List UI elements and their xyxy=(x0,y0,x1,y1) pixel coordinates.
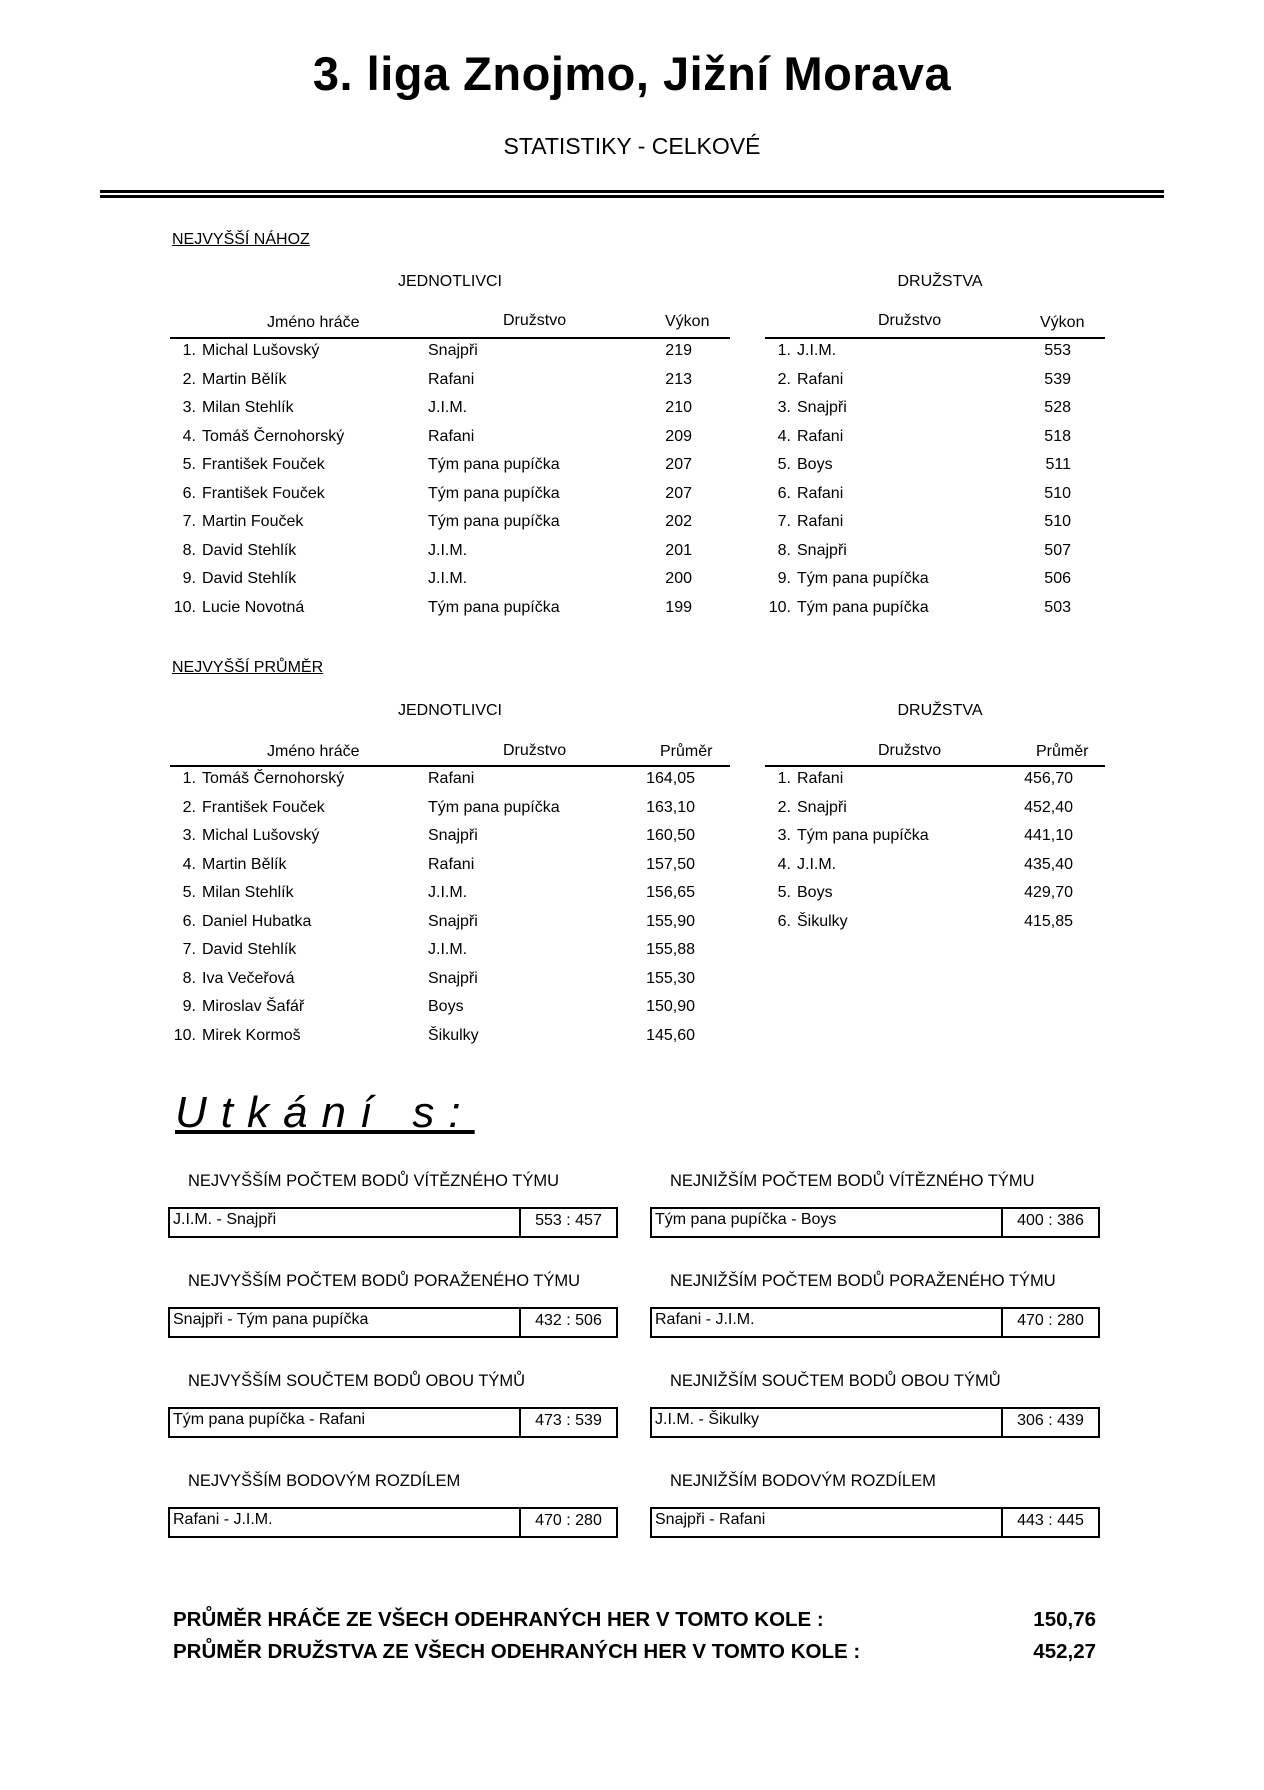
rank-cell: 3. xyxy=(182,399,196,417)
team-cell: J.I.M. xyxy=(428,541,468,559)
rank-cell: 5. xyxy=(182,456,196,474)
record-box xyxy=(168,1307,618,1338)
team-cell: Boys xyxy=(797,456,833,474)
record-box xyxy=(168,1507,618,1538)
value-cell: 506 xyxy=(1044,570,1071,588)
record-label: NEJVYŠŠÍM BODOVÝM ROZDÍLEM xyxy=(188,1472,461,1490)
rank-cell: 5. xyxy=(777,456,791,474)
table-row xyxy=(765,822,1073,851)
page-title: 3. liga Znojmo, Jižní Morava xyxy=(312,47,952,100)
player-average-label: PRŮMĚR HRÁČE ZE VŠECH ODEHRANÝCH HER V TOMTO KOLE : xyxy=(173,1608,824,1631)
table-row xyxy=(170,537,692,566)
team-cell: Rafani xyxy=(428,427,475,445)
record-label: NEJVYŠŠÍM SOUČTEM BODŮ OBOU TÝMŮ xyxy=(188,1372,526,1390)
nahoz-teams-body xyxy=(765,337,1071,622)
record-score: 473 : 539 xyxy=(519,1409,616,1436)
rank-cell: 2. xyxy=(182,370,196,388)
table-row xyxy=(765,851,1073,880)
rank-cell: 1. xyxy=(777,770,791,788)
rank-cell: 5. xyxy=(777,884,791,902)
player-name-cell: Iva Večeřová xyxy=(202,969,295,987)
nahoz-individuals-caption: JEDNOTLIVCI xyxy=(397,273,502,290)
rank-cell: 8. xyxy=(777,541,791,559)
header-value: Výkon xyxy=(665,313,710,330)
prumer-teams-caption: DRUŽSTVA xyxy=(897,702,983,719)
table-row xyxy=(765,337,1071,366)
team-average-value: 452,27 xyxy=(1033,1640,1096,1663)
rank-cell: 2. xyxy=(777,798,791,816)
table-row xyxy=(170,508,692,537)
table-row xyxy=(765,451,1071,480)
rank-cell: 10. xyxy=(173,1026,196,1044)
player-name-cell: Lucie Novotná xyxy=(202,598,305,616)
player-name-cell: Michal Lušovský xyxy=(202,827,320,845)
player-name-cell: Martin Bělík xyxy=(202,855,287,873)
rank-cell: 4. xyxy=(182,427,196,445)
record-box xyxy=(650,1307,1100,1338)
value-cell: 429,70 xyxy=(1024,884,1073,902)
table-row xyxy=(765,508,1071,537)
team-cell: J.I.M. xyxy=(428,941,468,959)
record-score: 443 : 445 xyxy=(1001,1509,1098,1536)
team-cell: Tým pana pupíčka xyxy=(797,827,929,845)
rank-cell: 1. xyxy=(182,770,196,788)
prumer-individuals-body xyxy=(170,765,695,1050)
table-row xyxy=(765,394,1071,423)
table-row xyxy=(170,451,692,480)
team-average-label: PRŮMĚR DRUŽSTVA ZE VŠECH ODEHRANÝCH HER V TOMTO KOLE : xyxy=(173,1640,861,1663)
team-cell: Snajpři xyxy=(428,969,478,987)
value-cell: 202 xyxy=(665,513,692,531)
player-name-cell: Tomáš Černohorský xyxy=(202,770,345,788)
player-name-cell: Michal Lušovský xyxy=(202,342,320,360)
value-cell: 452,40 xyxy=(1024,798,1073,816)
header-team: Družstvo xyxy=(878,742,942,759)
record-score: 470 : 280 xyxy=(1001,1309,1098,1336)
team-cell: Rafani xyxy=(797,427,844,445)
player-name-cell: František Fouček xyxy=(202,456,325,474)
table-row xyxy=(170,565,692,594)
rank-cell: 3. xyxy=(777,827,791,845)
value-cell: 156,65 xyxy=(646,884,695,902)
value-cell: 209 xyxy=(665,427,692,445)
section-heading-prumer: NEJVYŠŠÍ PRŮMĚR xyxy=(172,659,324,676)
rank-cell: 7. xyxy=(182,941,196,959)
value-cell: 199 xyxy=(665,598,692,616)
record-match: Rafani - J.I.M. xyxy=(173,1511,273,1528)
value-cell: 163,10 xyxy=(646,798,695,816)
player-name-cell: Miroslav Šafář xyxy=(202,998,305,1016)
record-label: NEJNIŽŠÍM POČTEM BODŮ VÍTĚZNÉHO TÝMU xyxy=(670,1172,1035,1190)
team-cell: J.I.M. xyxy=(797,342,837,360)
team-cell: Snajpři xyxy=(428,827,478,845)
team-cell: Snajpři xyxy=(797,541,847,559)
value-cell: 415,85 xyxy=(1024,912,1073,930)
record-match: Snajpři - Rafani xyxy=(655,1511,766,1528)
table-row xyxy=(170,594,692,623)
table-row xyxy=(170,879,695,908)
rank-cell: 9. xyxy=(182,570,196,588)
record-score: 432 : 506 xyxy=(519,1309,616,1336)
header-value: Průměr xyxy=(1036,743,1089,760)
player-name-cell: David Stehlík xyxy=(202,941,297,959)
value-cell: 155,30 xyxy=(646,969,695,987)
section-heading-nahoz: NEJVYŠŠÍ NÁHOZ xyxy=(172,231,310,248)
rank-cell: 3. xyxy=(777,399,791,417)
header-name: Jméno hráče xyxy=(267,314,360,331)
rank-cell: 7. xyxy=(182,513,196,531)
header-team: Družstvo xyxy=(878,312,942,329)
player-name-cell: David Stehlík xyxy=(202,541,297,559)
record-score: 553 : 457 xyxy=(519,1209,616,1236)
value-cell: 157,50 xyxy=(646,855,695,873)
player-name-cell: František Fouček xyxy=(202,798,325,816)
table-row xyxy=(170,936,695,965)
value-cell: 207 xyxy=(665,456,692,474)
table-row xyxy=(170,794,695,823)
table-row xyxy=(170,1022,695,1051)
header-value: Průměr xyxy=(660,743,713,760)
header-value: Výkon xyxy=(1040,314,1085,331)
value-cell: 507 xyxy=(1044,541,1071,559)
team-cell: Tým pana pupíčka xyxy=(428,484,560,502)
table-row xyxy=(170,480,692,509)
record-box xyxy=(650,1207,1100,1238)
player-name-cell: Tomáš Černohorský xyxy=(202,427,345,445)
title-rule-top xyxy=(100,190,1164,193)
team-cell: Snajpři xyxy=(797,399,847,417)
nahoz-individuals-table xyxy=(170,337,692,622)
record-score: 400 : 386 xyxy=(1001,1209,1098,1236)
player-name-cell: Daniel Hubatka xyxy=(202,912,312,930)
rank-cell: 6. xyxy=(182,912,196,930)
value-cell: 207 xyxy=(665,484,692,502)
record-match: J.I.M. - Snajpři xyxy=(173,1211,277,1228)
team-cell: Rafani xyxy=(428,855,475,873)
table-row xyxy=(765,480,1071,509)
team-cell: J.I.M. xyxy=(428,884,468,902)
prumer-teams-body xyxy=(765,765,1073,936)
table-row xyxy=(765,366,1071,395)
team-cell: Rafani xyxy=(428,770,475,788)
value-cell: 456,70 xyxy=(1024,770,1073,788)
rank-cell: 8. xyxy=(182,541,196,559)
rank-cell: 9. xyxy=(182,998,196,1016)
table-row xyxy=(170,965,695,994)
value-cell: 210 xyxy=(665,399,692,417)
rank-cell: 4. xyxy=(777,855,791,873)
nahoz-individuals-body xyxy=(170,337,692,622)
team-cell: Šikulky xyxy=(797,912,848,930)
value-cell: 441,10 xyxy=(1024,827,1073,845)
record-box xyxy=(650,1507,1100,1538)
record-label: NEJNIŽŠÍM SOUČTEM BODŮ OBOU TÝMŮ xyxy=(670,1372,1001,1390)
rank-cell: 7. xyxy=(777,513,791,531)
team-cell: Tým pana pupíčka xyxy=(797,598,929,616)
player-name-cell: Milan Stehlík xyxy=(202,884,294,902)
nahoz-teams-table xyxy=(765,337,1071,622)
rank-cell: 4. xyxy=(182,855,196,873)
table-row xyxy=(170,394,692,423)
value-cell: 160,50 xyxy=(646,827,695,845)
table-row xyxy=(765,794,1073,823)
rank-cell: 3. xyxy=(182,827,196,845)
team-cell: Tým pana pupíčka xyxy=(428,456,560,474)
table-row xyxy=(170,423,692,452)
record-match: Tým pana pupíčka - Rafani xyxy=(173,1411,366,1428)
record-score: 306 : 439 xyxy=(1001,1409,1098,1436)
record-label: NEJVYŠŠÍM POČTEM BODŮ PORAŽENÉHO TÝMU xyxy=(188,1272,581,1290)
value-cell: 511 xyxy=(1045,456,1071,474)
team-cell: Boys xyxy=(428,998,464,1016)
table-row xyxy=(765,565,1071,594)
player-name-cell: Martin Bělík xyxy=(202,370,287,388)
rank-cell: 6. xyxy=(182,484,196,502)
table-row xyxy=(765,537,1071,566)
record-match: J.I.M. - Šikulky xyxy=(655,1411,760,1428)
table-row xyxy=(170,851,695,880)
table-row xyxy=(765,879,1073,908)
value-cell: 150,90 xyxy=(646,998,695,1016)
record-score: 470 : 280 xyxy=(519,1509,616,1536)
table-row xyxy=(170,337,692,366)
header-team: Družstvo xyxy=(503,312,567,329)
nahoz-teams-caption: DRUŽSTVA xyxy=(897,273,983,290)
value-cell: 553 xyxy=(1044,342,1071,360)
team-cell: Tým pana pupíčka xyxy=(428,513,560,531)
record-box xyxy=(168,1207,618,1238)
value-cell: 164,05 xyxy=(646,770,695,788)
header-team: Družstvo xyxy=(503,742,567,759)
record-match: Snajpři - Tým pana pupíčka xyxy=(173,1311,369,1328)
player-name-cell: František Fouček xyxy=(202,484,325,502)
value-cell: 200 xyxy=(665,570,692,588)
table-row xyxy=(170,993,695,1022)
team-cell: J.I.M. xyxy=(428,570,468,588)
record-label: NEJNIŽŠÍM BODOVÝM ROZDÍLEM xyxy=(670,1472,936,1490)
team-cell: Snajpři xyxy=(428,912,478,930)
team-cell: Rafani xyxy=(428,370,475,388)
title-rule-bottom xyxy=(100,195,1164,198)
value-cell: 155,90 xyxy=(646,912,695,930)
value-cell: 528 xyxy=(1044,399,1071,417)
team-cell: Rafani xyxy=(797,770,844,788)
player-name-cell: Milan Stehlík xyxy=(202,399,294,417)
rank-cell: 4. xyxy=(777,427,791,445)
player-name-cell: David Stehlík xyxy=(202,570,297,588)
team-cell: Snajpři xyxy=(797,798,847,816)
team-cell: Tým pana pupíčka xyxy=(797,570,929,588)
prumer-teams-table xyxy=(765,765,1073,936)
value-cell: 219 xyxy=(665,342,692,360)
record-box xyxy=(168,1407,618,1438)
value-cell: 435,40 xyxy=(1024,855,1073,873)
rank-cell: 2. xyxy=(182,798,196,816)
table-row xyxy=(170,908,695,937)
page-subtitle: STATISTIKY - CELKOVÉ xyxy=(503,133,761,159)
team-cell: Šikulky xyxy=(428,1026,479,1044)
table-row xyxy=(765,765,1073,794)
value-cell: 155,88 xyxy=(646,941,695,959)
matches-heading: Utkání s: xyxy=(175,1088,475,1137)
value-cell: 510 xyxy=(1044,484,1071,502)
rank-cell: 10. xyxy=(768,598,791,616)
value-cell: 503 xyxy=(1044,598,1071,616)
prumer-individuals-table xyxy=(170,765,695,1050)
team-cell: Boys xyxy=(797,884,833,902)
record-match: Rafani - J.I.M. xyxy=(655,1311,755,1328)
rank-cell: 6. xyxy=(777,484,791,502)
team-cell: Tým pana pupíčka xyxy=(428,598,560,616)
value-cell: 145,60 xyxy=(646,1026,695,1044)
rank-cell: 10. xyxy=(173,598,196,616)
team-cell: Rafani xyxy=(797,513,844,531)
record-label: NEJNIŽŠÍM POČTEM BODŮ PORAŽENÉHO TÝMU xyxy=(670,1272,1056,1290)
rank-cell: 6. xyxy=(777,912,791,930)
team-cell: Snajpři xyxy=(428,342,478,360)
record-match: Tým pana pupíčka - Boys xyxy=(655,1211,837,1228)
player-name-cell: Mirek Kormoš xyxy=(202,1026,301,1044)
table-row xyxy=(765,423,1071,452)
table-row xyxy=(765,908,1073,937)
player-name-cell: Martin Fouček xyxy=(202,513,304,531)
value-cell: 539 xyxy=(1044,370,1071,388)
table-row xyxy=(170,822,695,851)
record-label: NEJVYŠŠÍM POČTEM BODŮ VÍTĚZNÉHO TÝMU xyxy=(188,1172,559,1190)
player-average-value: 150,76 xyxy=(1033,1608,1096,1631)
team-cell: Rafani xyxy=(797,484,844,502)
record-box xyxy=(650,1407,1100,1438)
rank-cell: 9. xyxy=(777,570,791,588)
rank-cell: 2. xyxy=(777,370,791,388)
rank-cell: 1. xyxy=(777,342,791,360)
team-cell: Rafani xyxy=(797,370,844,388)
table-row xyxy=(170,366,692,395)
rank-cell: 1. xyxy=(182,342,196,360)
value-cell: 510 xyxy=(1044,513,1071,531)
value-cell: 518 xyxy=(1044,427,1071,445)
prumer-individuals-caption: JEDNOTLIVCI xyxy=(397,702,502,719)
rank-cell: 8. xyxy=(182,969,196,987)
team-cell: J.I.M. xyxy=(797,855,837,873)
value-cell: 213 xyxy=(665,370,692,388)
table-row xyxy=(170,765,695,794)
header-name: Jméno hráče xyxy=(267,743,360,760)
table-row xyxy=(765,594,1071,623)
team-cell: J.I.M. xyxy=(428,399,468,417)
team-cell: Tým pana pupíčka xyxy=(428,798,560,816)
rank-cell: 5. xyxy=(182,884,196,902)
value-cell: 201 xyxy=(665,541,692,559)
